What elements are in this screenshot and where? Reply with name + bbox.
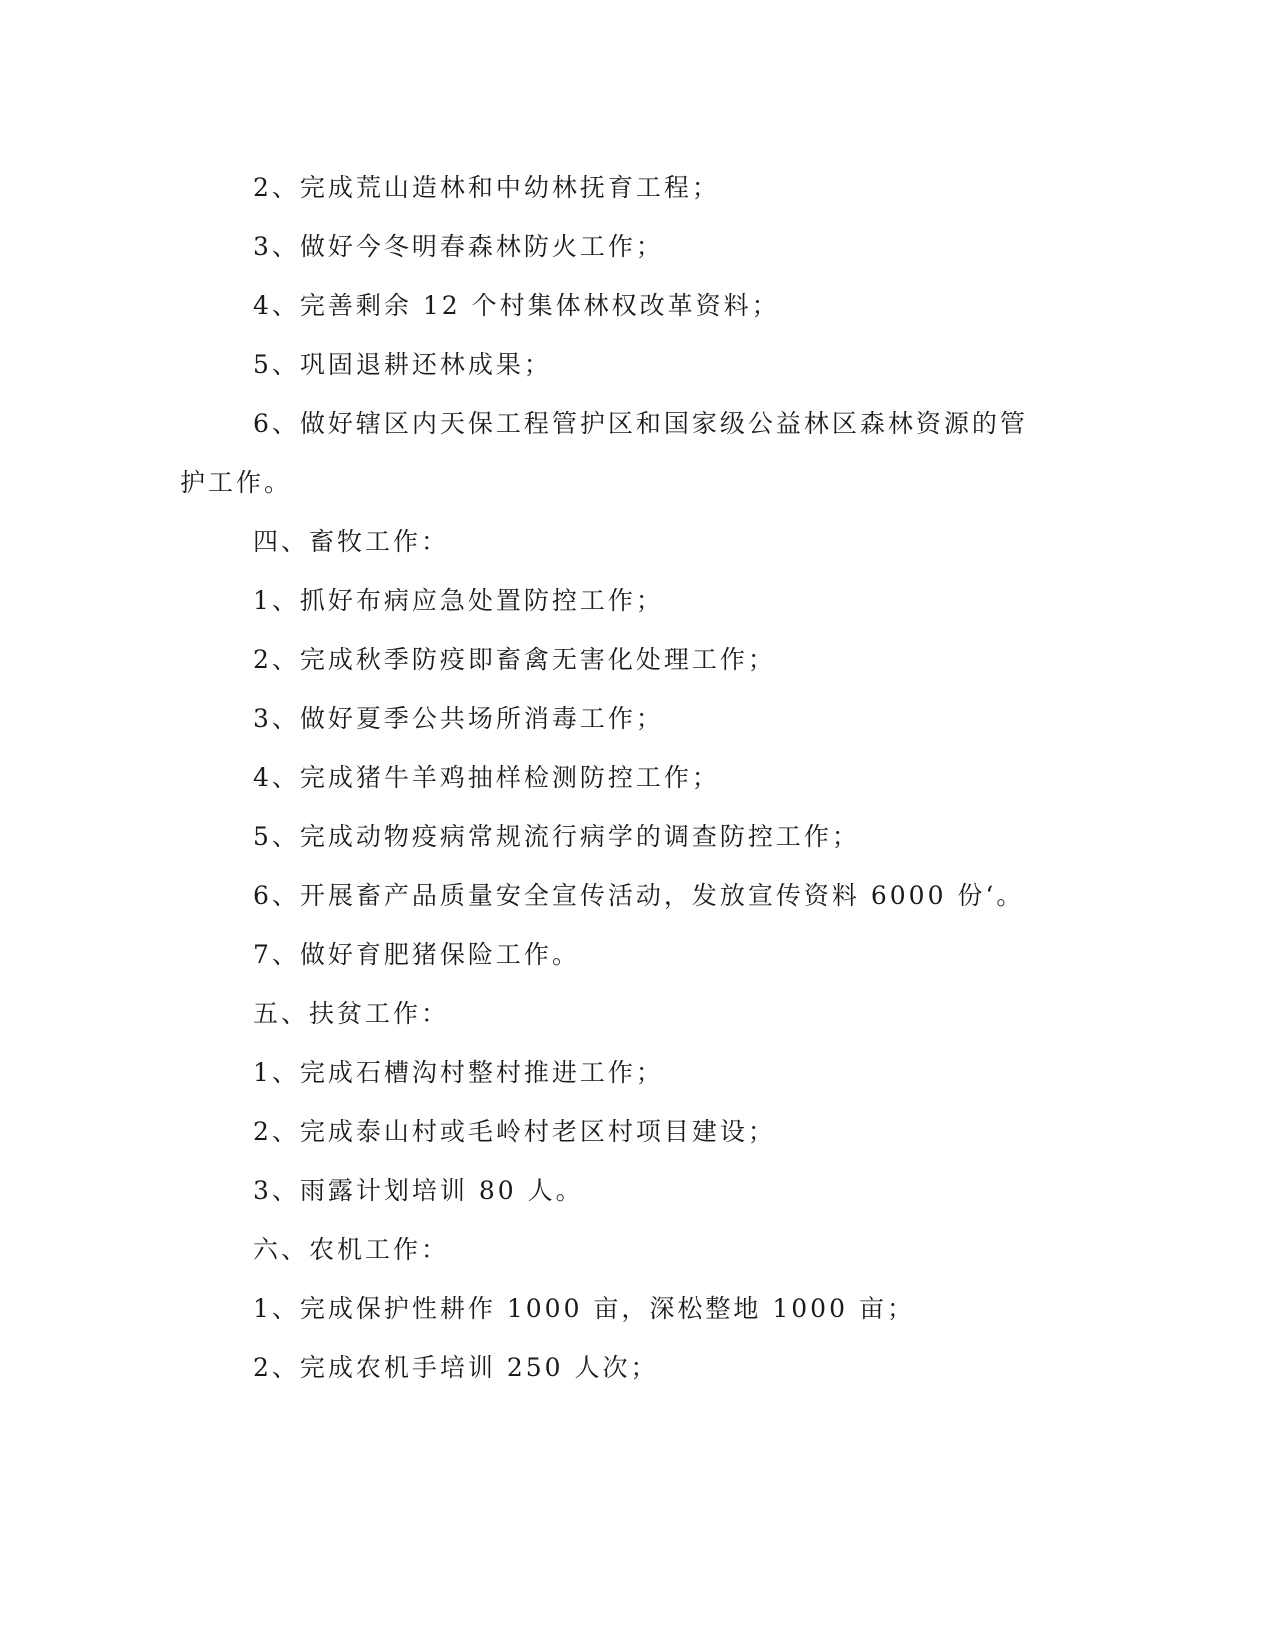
list-item-livestock-6: 6、开展畜产品质量安全宣传活动，发放宣传资料 6000 份‘。 <box>253 881 1025 910</box>
list-item-forestry-6: 6、做好辖区内天保工程管护区和国家级公益林区森林资源的管 <box>253 409 1028 438</box>
section-heading-poverty-alleviation: 五、扶贫工作： <box>253 999 450 1028</box>
list-item-livestock-3: 3、做好夏季公共场所消毒工作； <box>253 704 664 733</box>
list-item-machinery-1: 1、完成保护性耕作 1000 亩，深松整地 1000 亩； <box>253 1294 915 1323</box>
list-item-poverty-3: 3、雨露计划培训 80 人。 <box>253 1176 584 1205</box>
list-item-poverty-2: 2、完成泰山村或毛岭村老区村项目建设； <box>253 1117 776 1146</box>
list-item-livestock-4: 4、完成猪牛羊鸡抽样检测防控工作； <box>253 763 720 792</box>
list-item-machinery-2: 2、完成农机手培训 250 人次； <box>253 1353 659 1382</box>
section-heading-agricultural-machinery: 六、农机工作： <box>253 1235 450 1264</box>
list-item-forestry-3: 3、做好今冬明春森林防火工作； <box>253 232 664 261</box>
list-item-forestry-4: 4、完善剩余 12 个村集体林权改革资料； <box>253 291 780 320</box>
section-heading-livestock: 四、畜牧工作： <box>253 527 450 556</box>
list-item-livestock-1: 1、抓好布病应急处置防控工作； <box>253 586 664 615</box>
list-item-forestry-5: 5、巩固退耕还林成果； <box>253 350 552 379</box>
list-item-livestock-5: 5、完成动物疫病常规流行病学的调查防控工作； <box>253 822 860 851</box>
list-item-livestock-2: 2、完成秋季防疫即畜禽无害化处理工作； <box>253 645 776 674</box>
list-item-poverty-1: 1、完成石槽沟村整村推进工作； <box>253 1058 664 1087</box>
list-item-forestry-6-continued: 护工作。 <box>180 468 293 497</box>
list-item-forestry-2: 2、完成荒山造林和中幼林抚育工程； <box>253 173 720 202</box>
list-item-livestock-7: 7、做好育肥猪保险工作。 <box>253 940 580 969</box>
document-body <box>180 158 1040 1397</box>
